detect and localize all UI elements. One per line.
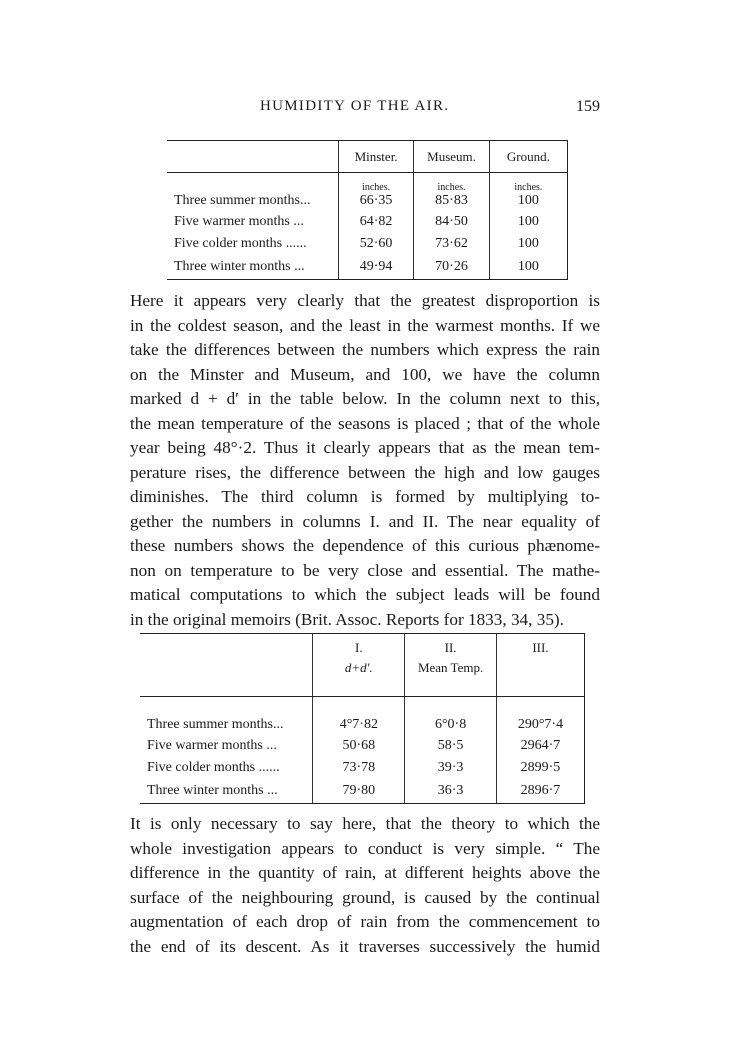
cell-value: 58·5	[405, 735, 497, 757]
body-paragraph	[130, 812, 600, 959]
cell-value: 85·83	[435, 193, 468, 208]
text-line: whole investigation appears to conduct is very simple. “ The	[130, 838, 600, 858]
cell-value: 2964·7	[496, 735, 584, 757]
table-row	[167, 233, 568, 255]
row-label: Five warmer months ...	[147, 738, 277, 753]
units-label: inches.	[362, 182, 391, 193]
cell-value: 52·60	[338, 233, 413, 255]
column-numeral: II.	[444, 640, 457, 655]
column-numeral: III.	[532, 640, 549, 655]
table-row	[167, 211, 568, 233]
table-row	[167, 255, 568, 280]
table-row	[167, 173, 568, 212]
cell-value: 73·62	[414, 233, 490, 255]
text-line: the mean temperature of the seasons is placed ; that of the whole	[130, 413, 600, 433]
cell-value: 100	[489, 255, 567, 280]
page-header	[130, 98, 600, 122]
column-header: Museum.	[414, 141, 490, 173]
text-line: on the Minster and Museum, and 100, we have the column	[130, 364, 600, 384]
temperature-table	[140, 633, 585, 804]
table-cell	[338, 173, 413, 212]
table-header-row	[140, 634, 585, 697]
cell-value: 100	[489, 233, 567, 255]
text-line: marked d + d′ in the table below. In the column next to this,	[130, 389, 600, 408]
units-label: inches.	[437, 182, 466, 193]
text-line: diminishes. The third column is formed by multiplying to-	[130, 487, 600, 506]
row-label: Three summer months...	[174, 193, 311, 208]
text-line: surface of the neighbouring ground, is caused by the continual	[130, 887, 600, 907]
text-line: perature rises, the difference between the high and low gauges	[130, 462, 600, 482]
row-label: Three winter months ...	[140, 779, 313, 804]
table-cell	[414, 173, 490, 212]
cell-value: 64·82	[338, 211, 413, 233]
text-line: non on temperature to be very close and essential. The mathe-	[130, 560, 600, 580]
cell-value: 50·68	[313, 735, 405, 757]
running-title: HUMIDITY OF THE AIR.	[260, 98, 450, 114]
cell-value: 6°0·8	[405, 697, 497, 736]
table-row	[140, 697, 585, 736]
table-row	[140, 735, 585, 757]
cell-value: 100	[489, 211, 567, 233]
column-label: Mean Temp.	[417, 660, 484, 675]
text-line: augmentation of each drop of rain from the commencement to	[130, 912, 600, 931]
column-header	[313, 634, 405, 697]
column-header	[496, 634, 584, 697]
text-line: these numbers shows the dependence of this curious phænome-	[130, 536, 600, 555]
cell-value: 100	[517, 193, 539, 208]
row-label: Three winter months ...	[167, 255, 338, 280]
body-paragraph	[130, 289, 600, 632]
table-row	[140, 779, 585, 804]
text-line: in the original memoirs (Brit. Assoc. Reports for 1833, 34, 35).	[130, 609, 564, 629]
cell-value: 36·3	[405, 779, 497, 804]
column-numeral: I.	[355, 640, 363, 655]
cell-value: 49·94	[338, 255, 413, 280]
table-header-row	[167, 141, 568, 173]
cell-value: 73·78	[313, 757, 405, 779]
row-label: Five warmer months ...	[174, 214, 304, 229]
cell-value: 39·3	[405, 757, 497, 779]
text-line: the end of its descent. As it traverses successively the humid	[130, 936, 600, 956]
column-label: d+d′.	[344, 660, 373, 675]
cell-value: 84·50	[414, 211, 490, 233]
column-header: Minster.	[338, 141, 413, 173]
column-header	[140, 634, 313, 697]
text-line: matical computations to which the subject leads will be found	[130, 585, 600, 604]
table-cell	[489, 173, 567, 212]
text-line: take the differences between the numbers which express the rain	[130, 340, 600, 359]
text-line: Here it appears very clearly that the greatest disproportion is	[130, 291, 600, 310]
cell-value: 66·35	[359, 193, 393, 208]
column-header: Ground.	[489, 141, 567, 173]
text-line: year being 48°·2. Thus it clearly appears that as the mean tem-	[130, 438, 600, 457]
column-header	[167, 141, 338, 173]
cell-value: 4°7·82	[313, 697, 405, 736]
table-row	[140, 757, 585, 779]
text-line: in the coldest season, and the least in the warmest months. If we	[130, 315, 600, 335]
row-label: Three summer months...	[147, 717, 284, 732]
units-label: inches.	[514, 182, 543, 193]
cell-value: 2899·5	[496, 757, 584, 779]
row-label: Five colder months ......	[147, 760, 280, 775]
column-header	[405, 634, 497, 697]
cell-value: 2896·7	[496, 779, 584, 804]
text-line: difference in the quantity of rain, at different heights above the	[130, 863, 600, 882]
page-number: 159	[576, 98, 600, 115]
cell-value: 79·80	[313, 779, 405, 804]
rainfall-table	[167, 140, 568, 280]
cell-value: 70·26	[414, 255, 490, 280]
row-label: Five colder months ......	[174, 236, 307, 251]
text-line: It is only necessary to say here, that the theory to which the	[130, 814, 600, 833]
text-line: gether the numbers in columns I. and II. The near equality of	[130, 511, 600, 531]
cell-value: 290°7·4	[496, 697, 584, 736]
